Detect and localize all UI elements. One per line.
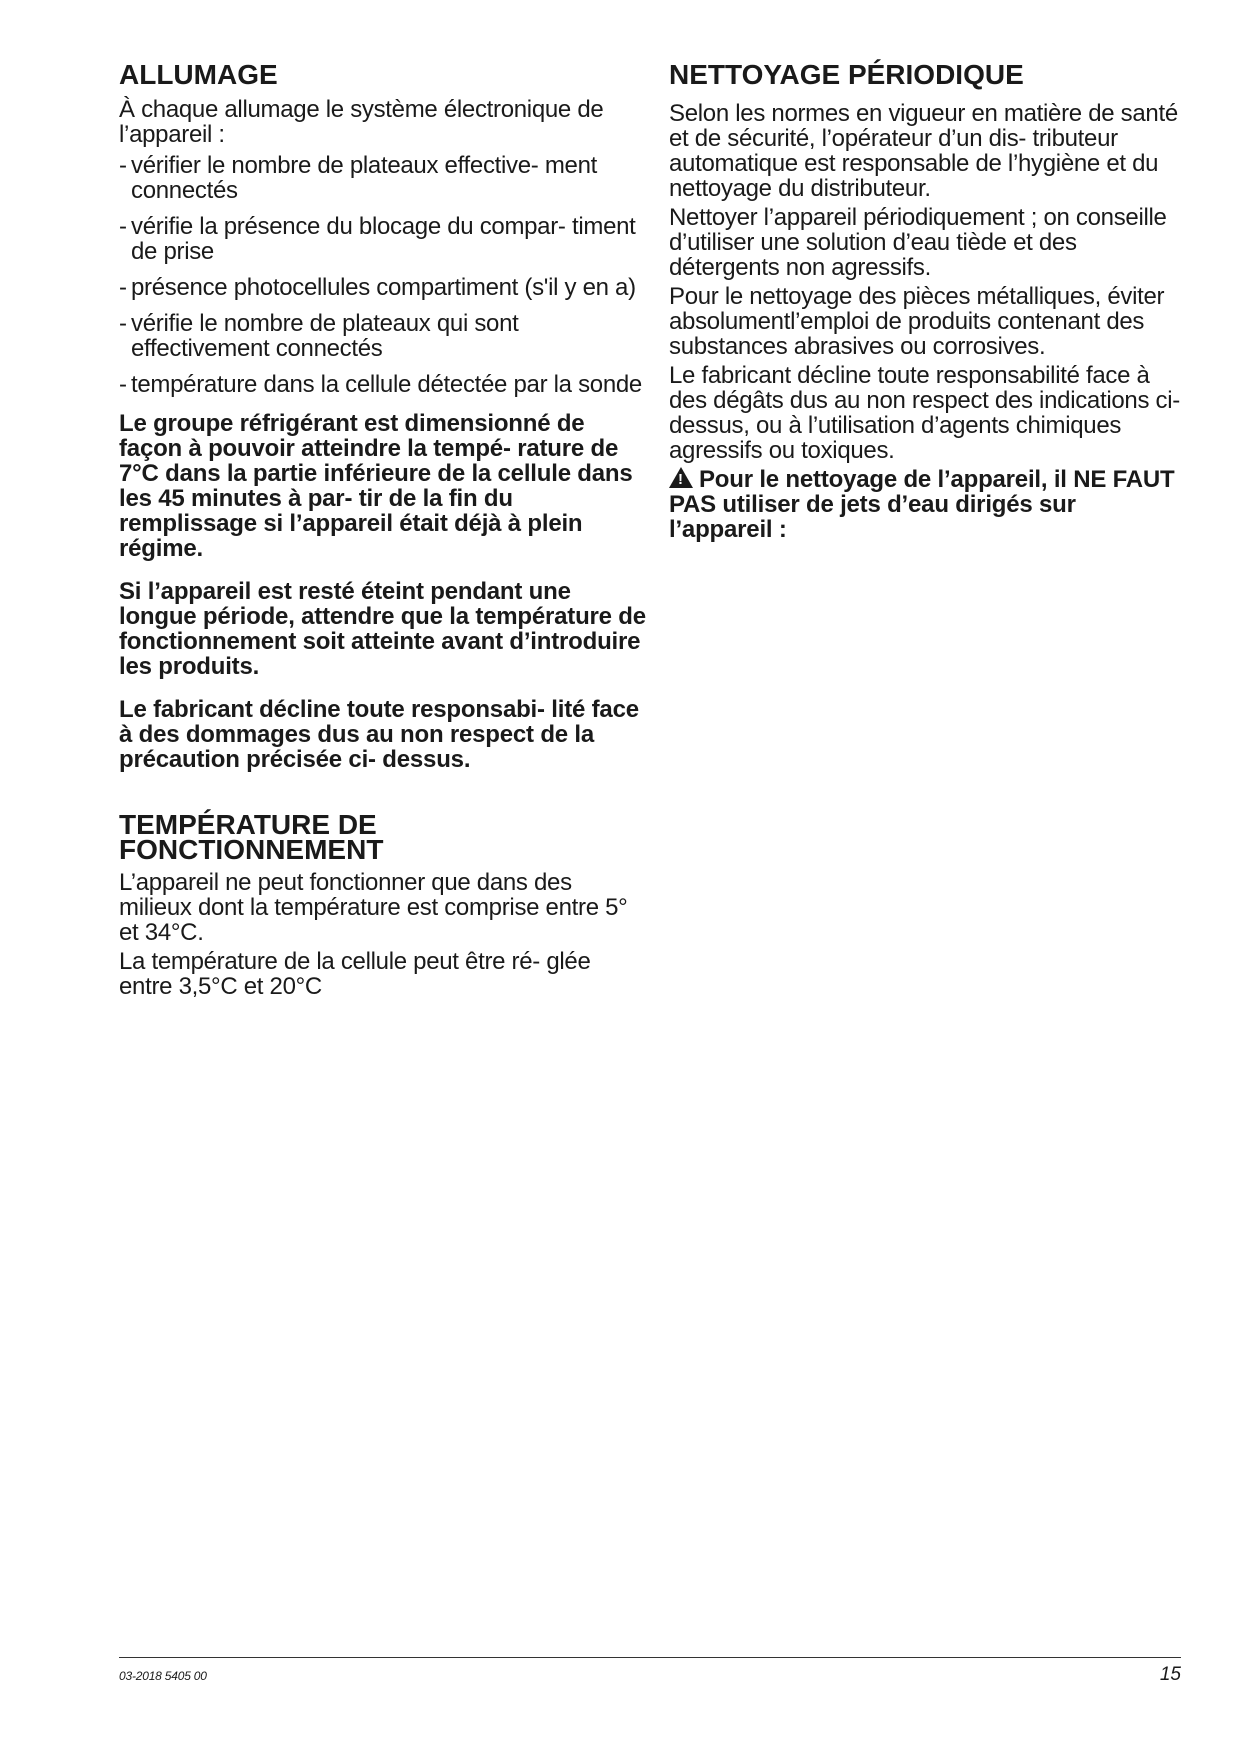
document-code: 03-2018 5405 00: [119, 1669, 207, 1683]
cell-temperature-text: La température de la cellule peut être ré- glée entre 3,5°C et 20°C: [119, 948, 591, 1000]
allumage-intro: À chaque allumage le système électronique de l’appareil :: [119, 96, 604, 148]
temperature-range-text: L’appareil ne peut fonctionner que dans des milieux dont la température est comprise entre 5° et 34°C.: [119, 869, 628, 946]
allumage-heading: ALLUMAGE: [119, 59, 278, 90]
right-column: [669, 59, 1184, 546]
nettoyage-heading: NETTOYAGE PÉRIODIQUE: [669, 59, 1024, 90]
manufacturer-liability-text: Le fabricant décline toute responsabilité face à des dégâts dus au non respect des indications ci-dessus, ou à l’utilisation d’agents chimiques agressifs ou toxiques.: [669, 362, 1180, 464]
cleaning-method-text: Nettoyer l’appareil périodiquement ; on conseille d’utiliser une solution d’eau tiède et des détergents non agressifs.: [669, 204, 1167, 281]
list-item: - vérifier le nombre de plateaux effective- ment connectés: [119, 153, 649, 203]
temperature-heading-line1: TEMPÉRATURE DE: [119, 809, 377, 840]
page-number: 15: [1159, 1664, 1181, 1685]
temperature-heading-line2: FONCTIONNEMENT: [119, 834, 384, 865]
allumage-list: [119, 153, 649, 397]
water-jet-warning-text: Pour le nettoyage de l’appareil, il NE FAUT PAS utiliser de jets d’eau dirigés sur l’appareil :: [669, 466, 1175, 543]
list-item: - vérifie le nombre de plateaux qui sont effectivement connectés: [119, 311, 649, 361]
list-item: - température dans la cellule détectée par la sonde: [119, 372, 649, 397]
warning-triangle-icon: [669, 467, 693, 488]
left-column: [119, 59, 649, 1003]
metal-parts-text: Pour le nettoyage des pièces métalliques, éviter absolumentl’emploi de produits contenant des substances abrasives ou corrosives.: [669, 283, 1165, 360]
long-off-note: Si l’appareil est resté éteint pendant une longue période, attendre que la température de fonctionnement soit atteinte avant d’introduire les produits.: [119, 578, 646, 680]
refrigeration-note: Le groupe réfrigérant est dimensionné de façon à pouvoir atteindre la tempé- rature de 7°C dans la partie inférieure de la cellule dans les 45 minutes à par- tir de la fin du remplissage si l’appareil était déjà à plein régime.: [119, 410, 633, 562]
temperature-heading: [119, 809, 649, 865]
hygiene-text: Selon les normes en vigueur en matière de santé et de sécurité, l’opérateur d’un dis- tributeur automatique est responsable de l’hygiène et du nettoyage du distributeur.: [669, 100, 1178, 202]
liability-note: Le fabricant décline toute responsabi- lité face à des dommages dus au non respect de la précaution précisée ci- dessus.: [119, 696, 639, 773]
list-item: - vérifie la présence du blocage du compar- timent de prise: [119, 214, 649, 264]
list-item: - présence photocellules compartiment (s'il y en a): [119, 275, 649, 300]
footer-divider: [119, 1657, 1181, 1658]
water-jet-warning: [669, 467, 1184, 542]
